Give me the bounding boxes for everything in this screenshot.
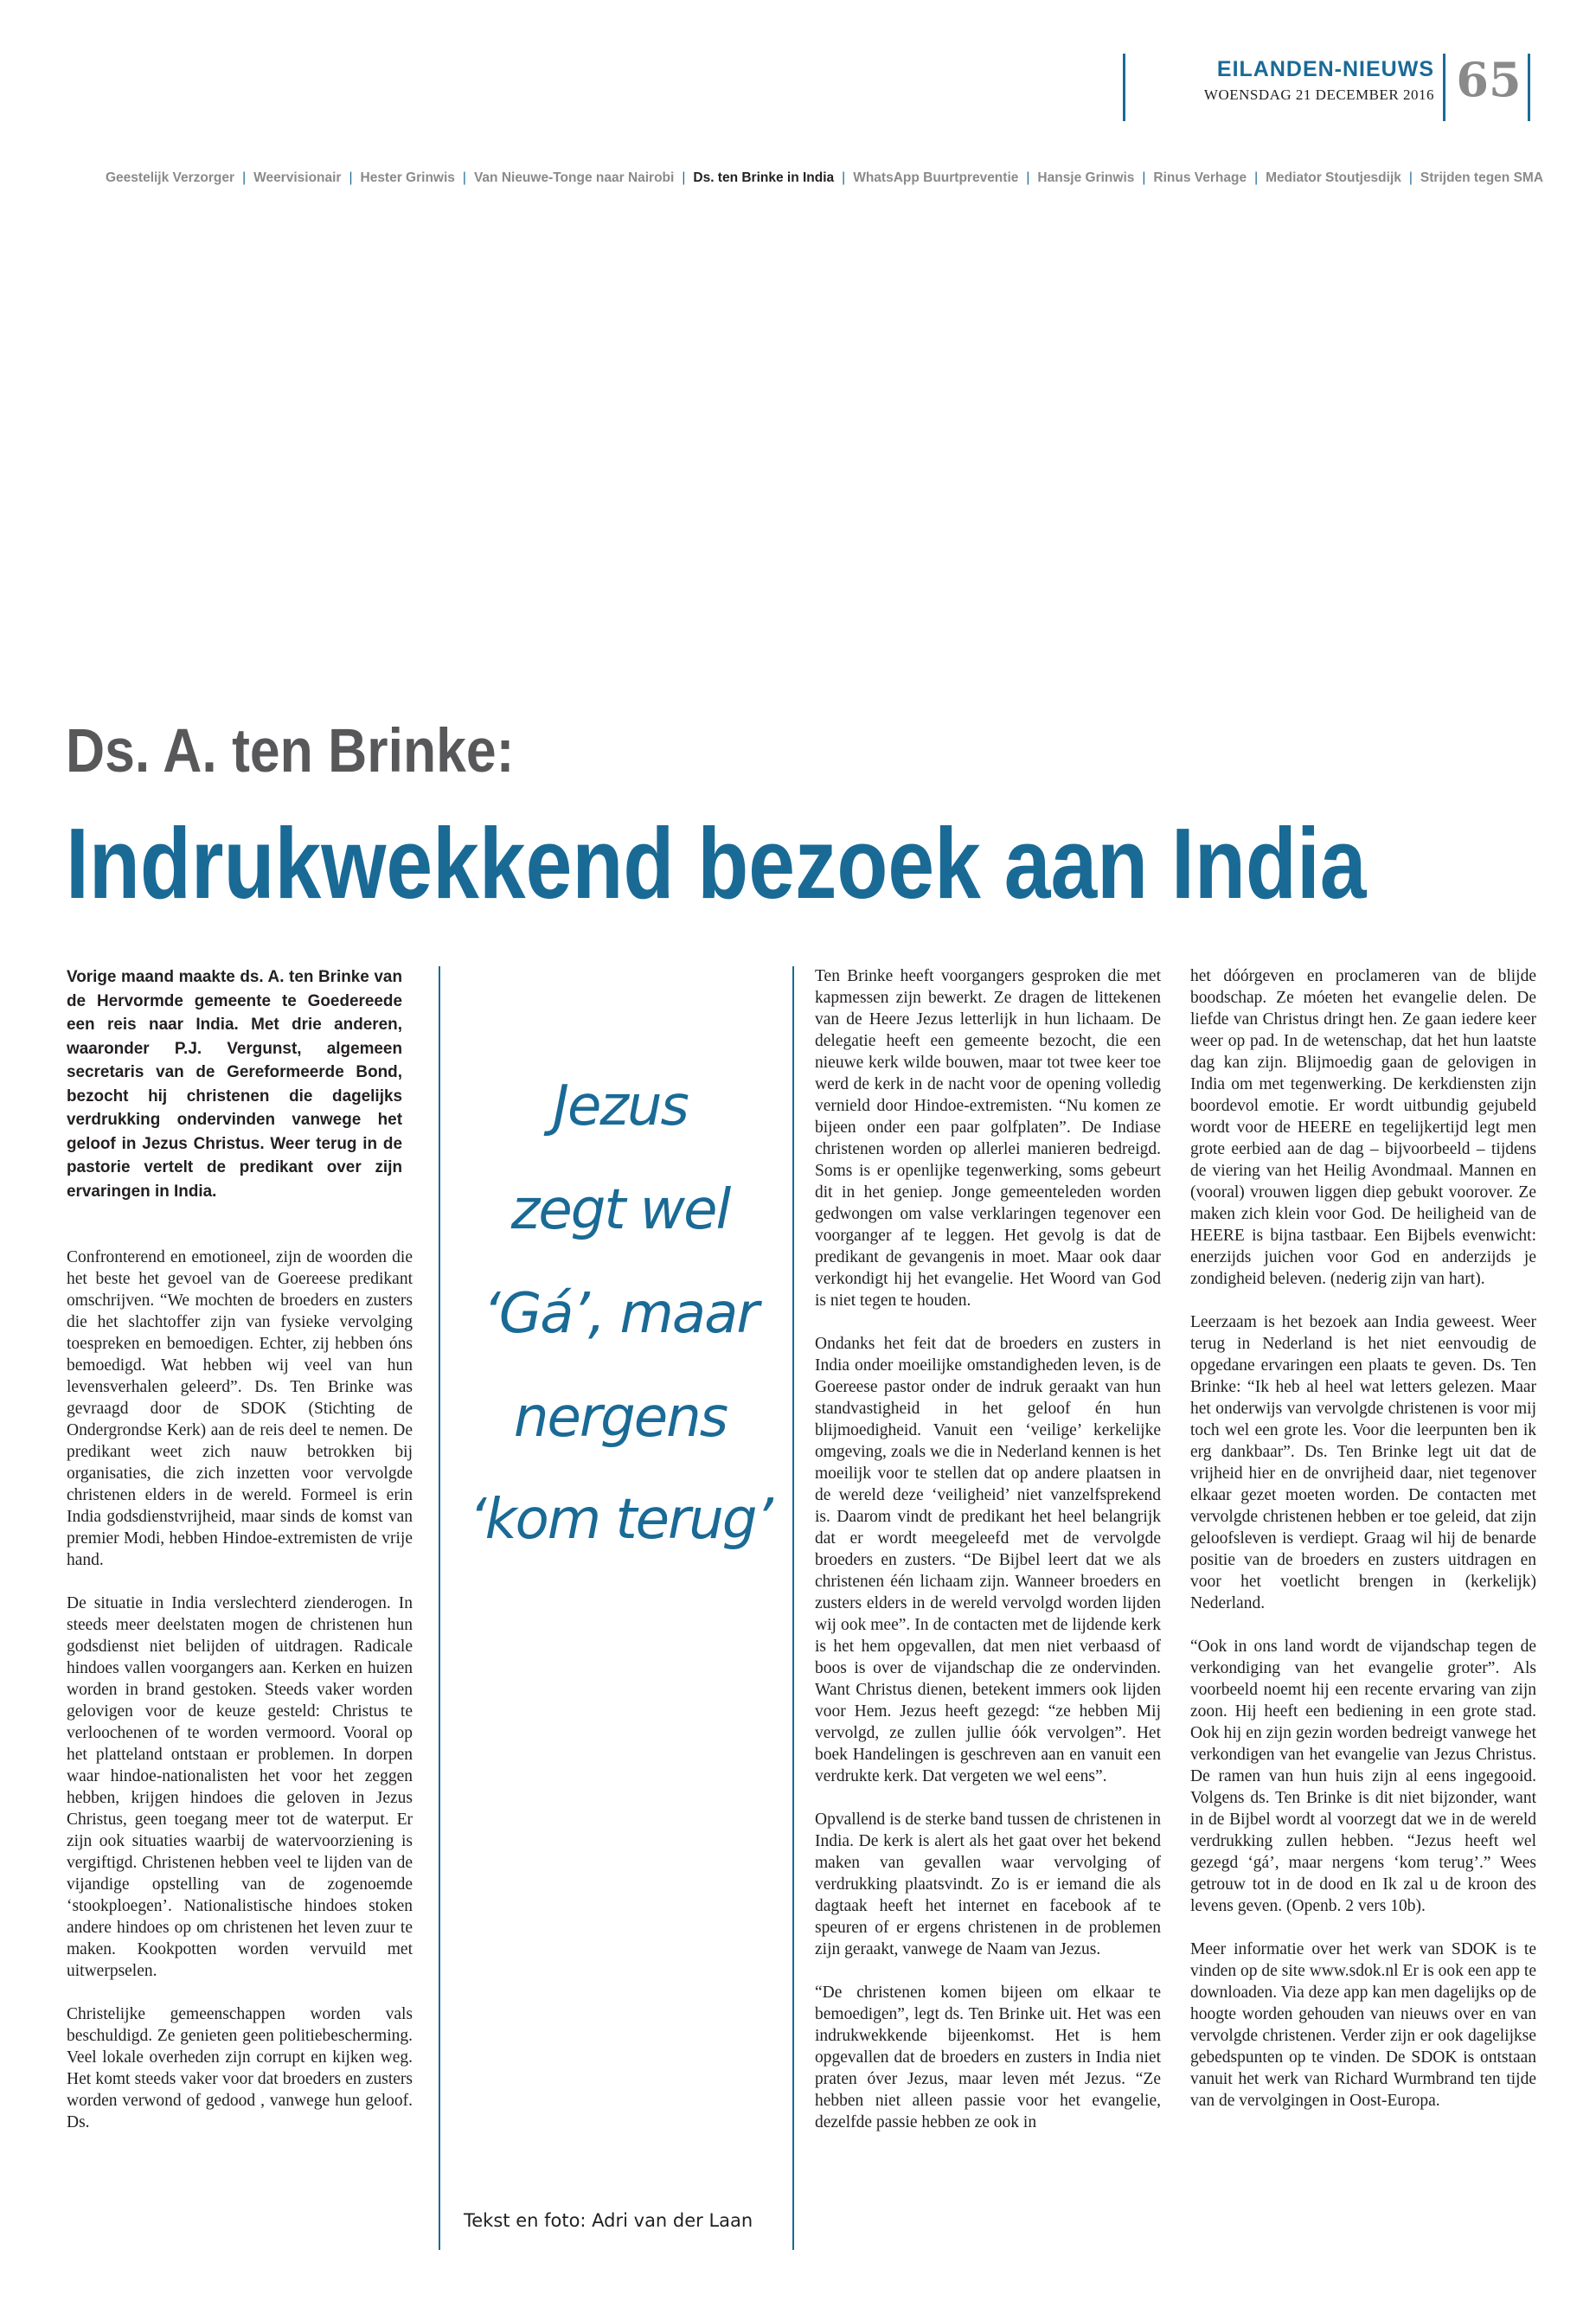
article-paragraph: Meer informatie over het werk van SDOK is te vinden op de site www.sdok.nl Er is ook een app te downloaden. Via deze app kan men dagelijks op de hoogte worden gehouden van nieuws over en van vervolgde christenen. Verder zijn er ook dagelijkse gebedspunten op te vinden. De SDOK is ontstaan vanuit het werk van Richard Wurmbrand ten tijde van de vervolgingen in Oost-Europa. xyxy=(1190,1940,1536,2110)
nav-item[interactable]: Van Nieuwe-Tonge naar Nairobi xyxy=(473,170,675,185)
quote-line: nergens xyxy=(513,1386,727,1450)
nav-separator: | xyxy=(842,170,846,185)
article-paragraph: De situatie in India verslechterd zienderogen. In steeds meer deelstaten mogen de christenen hun godsdienst niet belijden of uitdragen. Radicale hindoes vallen voorgangers aan. Kerken en huizen worden in brand gestoken. Steeds vaker worden gelovigen voor de keuze gesteld: Christus te verloochenen of te worden vermoord. Vooral op het platteland ontstaan er problemen. In dorpen waar hindoe-nationalisten het voor het zeggen hebben, krijgen hindoes die geloven in Jezus Christus, geen toegang meer tot de waterput. Er zijn ook situaties waarbij de watervoorziening is vergiftigd. Christenen hebben veel te lijden van de vijandige opstelling van de zogenoemde ‘stookploegen’. Nationalistische hindoes stoken andere hindoes op om christenen het leven zuur te maken. Kookpotten worden vervuild met uitwerpselen. xyxy=(67,1594,413,1980)
nav-item[interactable]: Geestelijk Verzorger xyxy=(106,170,235,185)
article-headline: Indrukwekkend bezoek aan India xyxy=(66,807,1367,920)
article-paragraph: Ondanks het feit dat de broeders en zusters in India onder moeilijke omstandigheden leven, is de Goereese pastor onder de indruk geraakt van hun standvastigheid in het geloof én hun blijmoedigheid. Vanuit een ‘veilige’ kerkelijke omgeving, zoals we die in Nederland kennen is het moeilijk voor te stellen dat op andere plaatsen in de wereld deze ‘veiligheid’ niet vanzelfsprekend is. Daarom vindt de predikant het heel belangrijk dat er wordt meegeleefd met de vervolgde broeders en zusters. “De Bijbel leert dat we als christenen één lichaam zijn. Wanneer broeders en zusters elders in de wereld vervolgd worden lijden wij ook mee”. In de contacten met de lijdende kerk is het hem opgevallen, dat men niet verbaasd of boos is over de vijandschap die ze ondervinden. Want Christus dienen, betekent immers ook lijden voor Hem. Jezus heeft gezegd: “ze hebben Mij vervolgd, ze zullen jullie óók vervolgen”. Het boek Handelingen is geschreven aan en vanuit een verdrukte kerk. Dat vergeten we wel eens”. xyxy=(815,1335,1161,1785)
nav-item[interactable]: Ds. ten Brinke in India xyxy=(693,170,835,185)
masthead xyxy=(1123,54,1531,121)
nav-item[interactable]: Strijden tegen SMA xyxy=(1420,170,1544,185)
masthead-divider xyxy=(1528,54,1530,121)
article-paragraph: “De christenen komen bijeen om elkaar te bemoedigen”, legt ds. Ten Brinke uit. Het was een indrukwekkende bijeenkomst. Het is hem opgevallen dat de broeders en zusters in India niet praten óver Jezus, maar leven mét Jezus. “Ze hebben niet alleen passie voor het evangelie, dezelfde passie hebben ze ook in xyxy=(815,1984,1161,2131)
article-paragraph: “Ook in ons land wordt de vijandschap tegen de verkondiging van het evangelie groter”. Als voorbeeld noemt hij een recente ervaring van zijn zoon. Hij heeft een bediening in een grote stad. Ook hij en zijn gezin worden bedreigt vanwege het verkondigen van het evangelie van Jezus Christus. De ramen van hun huis zijn al eens ingegooid. Volgens ds. Ten Brinke is dit niet bijzonder, want in de Bijbel wordt al voorzegt dat we in de wereld verdrukking zullen hebben. “Jezus heeft wel gezegd ‘gá’, maar nergens ‘kom terug’.” Wees getrouw tot in de dood en Ik zal u de kroon des levens geven. (Openb. 2 vers 10b). xyxy=(1190,1638,1536,1915)
article-paragraph: het dóórgeven en proclameren van de blijde boodschap. Ze móeten het evangelie delen. De liefde van Christus dringt hen. Ze gaan iedere keer weer op pad. In de wetenschap, dat het hun laatste dag kan zijn. Blijmoedig gaan de gelovigen in India om met tegenwerking. De kerkdiensten zijn boordevol emotie. Er wordt uitbundig gejubeld wordt voor de HEERE en tegelijkertijd legt men grote eerbied aan de dag – bijvoorbeeld – tijdens de viering van het Heilig Avondmaal. Mannen en (vooral) vrouwen liggen diep gebukt voorover. Ze maken zich klein voor God. De heiligheid van de HEERE is bijna tastbaar. Een Bijbels evenwicht: enerzijds juichen voor God en anderzijds je zondigheid beleven. (nederig zijn van hart). xyxy=(1190,967,1536,1288)
nav-separator: | xyxy=(1026,170,1030,185)
article-paragraph: Leerzaam is het bezoek aan India geweest. Weer terug in Nederland is het niet eenvoudig de opgedane ervaringen een plaats te geven. Ds. Ten Brinke: “Ik heb al heel wat letters gelezen. Maar het onderwijs van vervolgde christenen is voor mij toch wel een grote les. Voor die leerpunten ben ik erg dankbaar”. Ds. Ten Brinke legt uit dat de vrijheid hier en de onvrijheid daar, niet tegenover elkaar gezet moeten worden. De contacten met vervolgde christenen hebben er toe geleid, dat zijn geloofsleven is verdiept. Graag wil hij de benarde positie van de broeders en zusters uitdragen en voor het voetlicht brengen in (kerkelijk) Nederland. xyxy=(1190,1313,1536,1612)
article-paragraph: Opvallend is de sterke band tussen de christenen in India. De kerk is alert als het gaat over het bekend maken van gevallen waar vervolging of verdrukking plaatsvindt. Zo is er iemand die als dagtaak heeft het internet en facebook af te speuren of er ergens christenen in de problemen zijn geraakt, vanwege de Naam van Jezus. xyxy=(815,1811,1161,1958)
nav-item[interactable]: Rinus Verhage xyxy=(1153,170,1247,185)
nav-item[interactable]: WhatsApp Buurtpreventie xyxy=(853,170,1019,185)
quote-line: Jezus xyxy=(553,1074,688,1138)
article-kicker: Ds. A. ten Brinke: xyxy=(66,717,515,785)
photo-credit: Tekst en foto: Adri van der Laan xyxy=(464,2210,753,2231)
pull-quote xyxy=(450,1064,791,1670)
article-column-4 xyxy=(1190,965,1536,2133)
article-column-1 xyxy=(67,965,413,2155)
nav-item[interactable]: Hansje Grinwis xyxy=(1037,170,1135,185)
nav-separator: | xyxy=(1254,170,1259,185)
article-lead: Vorige maand maakte ds. A. ten Brinke van de Hervormde gemeente te Goedereede een reis naar India. Met drie anderen, waaronder P.J. Vergunst, algemeen secretaris van de Gereformeerde Bond, bezocht hij christenen die dagelijks verdrukking ondervinden vanwege het geloof in Jezus Christus. Weer terug in de pastorie vertelt de predikant over zijn ervaringen in India. xyxy=(67,967,402,1201)
article-paragraph: Christelijke gemeenschappen worden vals beschuldigd. Ze genieten geen politiebescherming. Veel lokale overheden zijn corrupt en kijken weg. Het komt steeds vaker voor dat broeders en zusters worden verwond of gedood , vanwege hun geloof. Ds. xyxy=(67,2005,413,2131)
quote-line: ‘Gá’, maar xyxy=(483,1282,758,1346)
nav-item[interactable]: Weervisionair xyxy=(253,170,342,185)
article-paragraph: Confronterend en emotioneel, zijn de woorden die het beste het gevoel van de Goereese predikant omschrijven. “We mochten de broeders en zusters die het slachtoffer zijn van fysieke vervolging toespreken en bemoedigen. Echter, zij hebben óns bemoedigd. Wat hebben wij veel van hun levensverhalen geleerd”. Ds. Ten Brinke was gevraagd door de SDOK (Stichting de Ondergrondse Kerk) aan de reis deel te nemen. De predikant weet zich nauw betrokken bij organisaties, die zich inzetten voor vervolgde christenen elders in de wereld. Formeel is erin India godsdienstvrijheid, maar sinds de komst van premier Modi, hebben Hindoe-extremisten de vrije hand. xyxy=(67,1248,413,1569)
issue-date: WOENSDAG 21 DECEMBER 2016 xyxy=(1203,87,1434,103)
page-number: 65 xyxy=(1456,52,1522,107)
nav-separator: | xyxy=(682,170,686,185)
quote-line: ‘kom terug’ xyxy=(469,1488,772,1552)
article-column-3 xyxy=(815,965,1161,2155)
nav-separator: | xyxy=(462,170,466,185)
pull-quote-graphic xyxy=(450,1064,791,1670)
article-paragraph: Ten Brinke heeft voorgangers gesproken die met kapmessen zijn bewerkt. Ze dragen de littekenen van de Heere Jezus letterlijk in hun lichaam. De delegatie heeft een gemeente bezocht, die een nieuwe kerk wilde bouwen, maar tot twee keer toe werd de kerk in de nacht voor de opening volledig vernield door Hindoe-extremisten. “Nu komen ze bijeen onder een paar golfplaten”. De Indiase christenen worden op allerlei manieren bedreigd. Soms is er openlijke tegenwerking, soms gebeurt dit in het geniep. Jonge gemeenteleden worden gedwongen om valse verklaringen tegenover een voorganger af te leggen. Het gevolg is dat de predikant de gevangenis in moet. Maar ook daar verkondigt hij het evangelie. Het Woord van God is niet tegen te houden. xyxy=(815,967,1161,1310)
masthead-divider xyxy=(1443,54,1445,121)
nav-separator: | xyxy=(1142,170,1146,185)
quote-line: zegt wel xyxy=(510,1178,730,1242)
nav-separator: | xyxy=(1408,170,1413,185)
newspaper-logo: EILANDEN-NIEUWS xyxy=(1216,57,1434,81)
nav-item[interactable]: Hester Grinwis xyxy=(360,170,455,185)
column-divider xyxy=(439,966,440,2250)
nav-separator: | xyxy=(242,170,247,185)
column-divider xyxy=(792,966,794,2250)
nav-separator: | xyxy=(349,170,353,185)
section-nav xyxy=(106,170,1544,186)
nav-item[interactable]: Mediator Stoutjesdijk xyxy=(1266,170,1401,185)
